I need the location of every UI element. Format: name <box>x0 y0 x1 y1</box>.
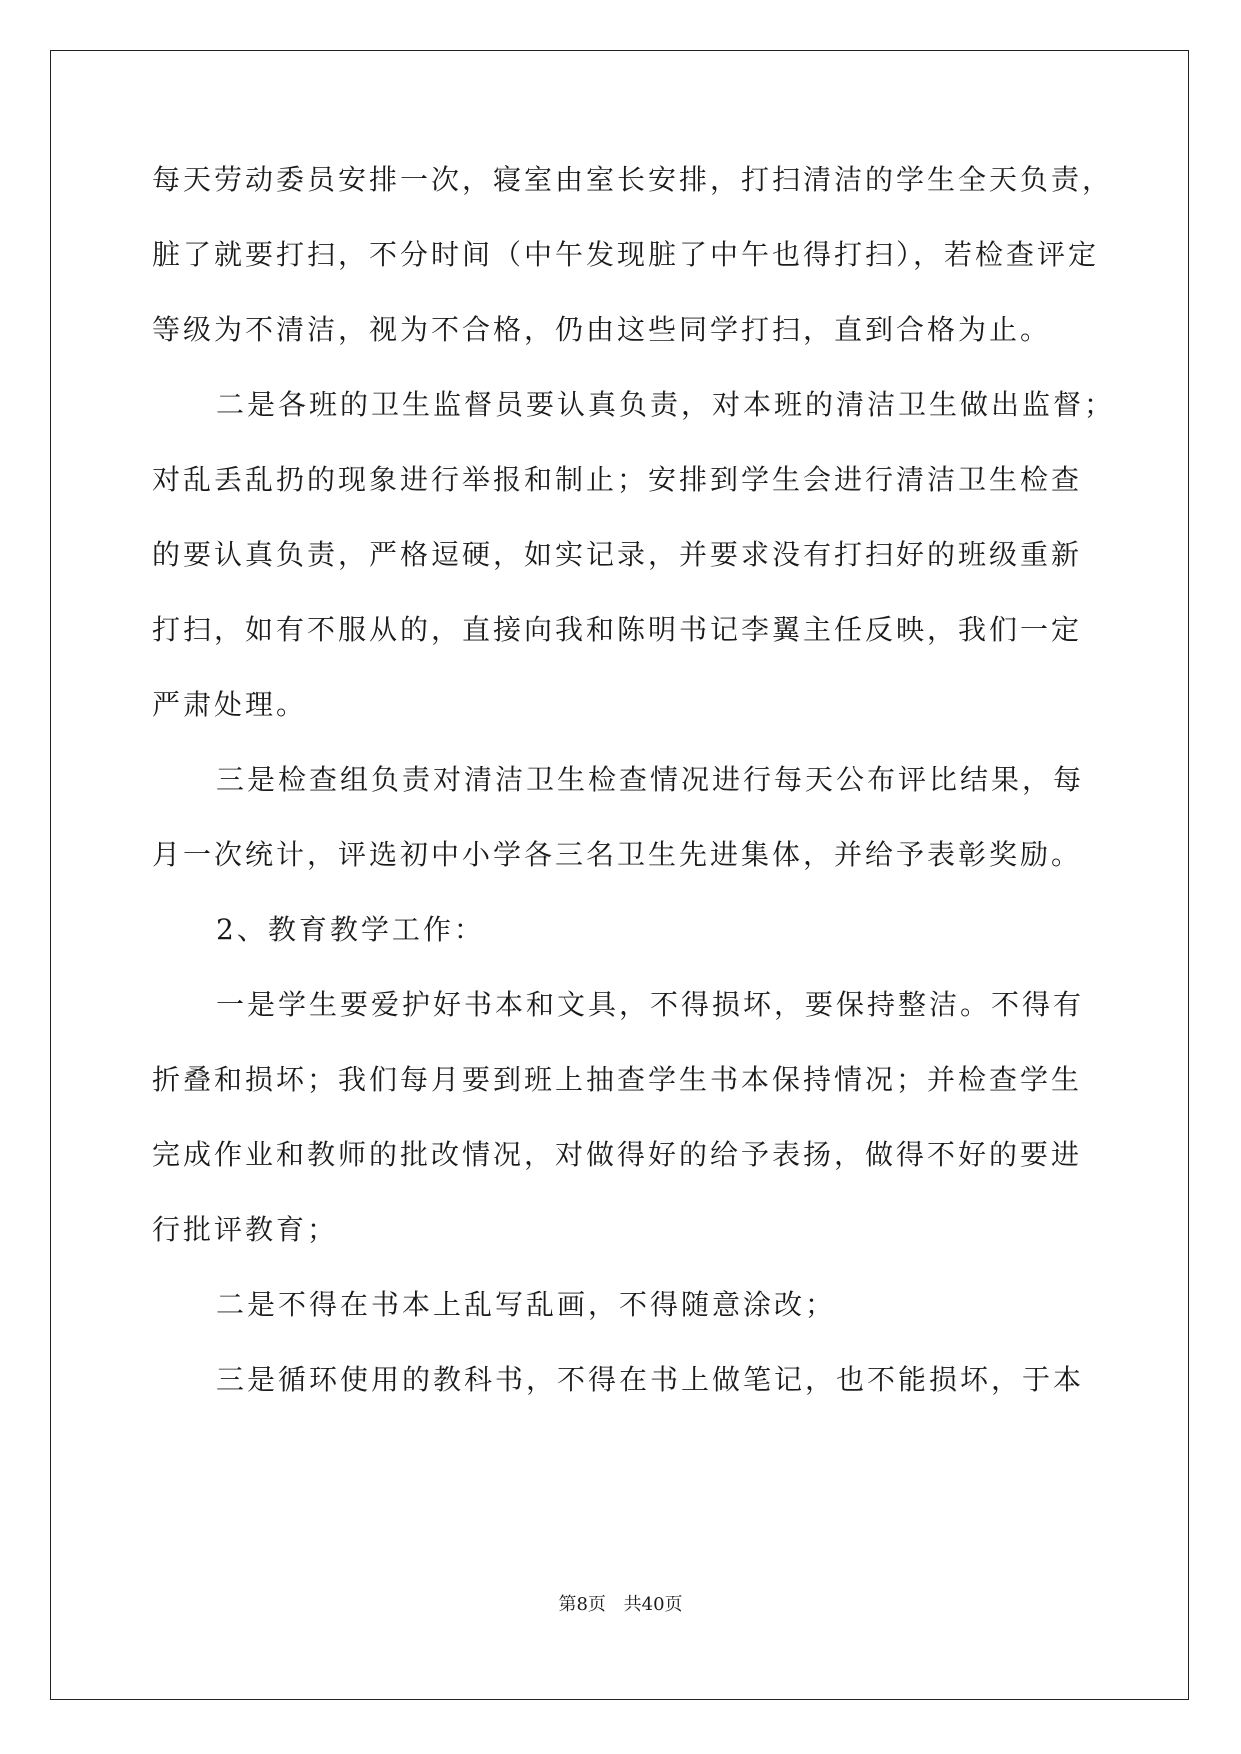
text-line: 严肃处理。 <box>152 688 308 721</box>
text-line: 折叠和损坏；我们每月要到班上抽查学生书本保持情况；并检查学生 <box>152 1063 1083 1096</box>
page-footer <box>0 1593 1241 1617</box>
text-line: 三是检查组负责对清洁卫生检查情况进行每天公布评比结果，每 <box>216 763 1085 796</box>
text-line: 打扫，如有不服从的，直接向我和陈明书记李翼主任反映，我们一定 <box>152 613 1083 646</box>
text-line: 的要认真负责，严格逗硬，如实记录，并要求没有打扫好的班级重新 <box>152 538 1083 571</box>
text-line: 等级为不清洁，视为不合格，仍由这些同学打扫，直到合格为止。 <box>152 313 1052 346</box>
page-total: 共40页 <box>623 1594 683 1615</box>
text-line: 每天劳动委员安排一次，寝室由室长安排，打扫清洁的学生全天负责， <box>152 163 1114 196</box>
text-line: 一是学生要爱护好书本和文具，不得损坏，要保持整洁。不得有 <box>216 988 1085 1021</box>
text-line: 行批评教育； <box>152 1213 339 1246</box>
section-heading: 2、教育教学工作： <box>216 913 485 946</box>
text-line: 脏了就要打扫，不分时间（中午发现脏了中午也得打扫），若检查评定 <box>152 238 1100 271</box>
page-number: 第8页 <box>558 1594 606 1615</box>
text-line: 二是各班的卫生监督员要认真负责，对本班的清洁卫生做出监督； <box>216 388 1116 421</box>
text-line: 三是循环使用的教科书，不得在书上做笔记，也不能损坏，于本 <box>216 1363 1085 1396</box>
text-line: 二是不得在书本上乱写乱画，不得随意涂改； <box>216 1288 837 1321</box>
text-line: 对乱丢乱扔的现象进行举报和制止；安排到学生会进行清洁卫生检查 <box>152 463 1083 496</box>
text-line: 月一次统计，评选初中小学各三名卫生先进集体，并给予表彰奖励。 <box>152 838 1083 871</box>
text-line: 完成作业和教师的批改情况，对做得好的给予表扬，做得不好的要进 <box>152 1138 1083 1171</box>
page-border <box>50 50 1189 1700</box>
